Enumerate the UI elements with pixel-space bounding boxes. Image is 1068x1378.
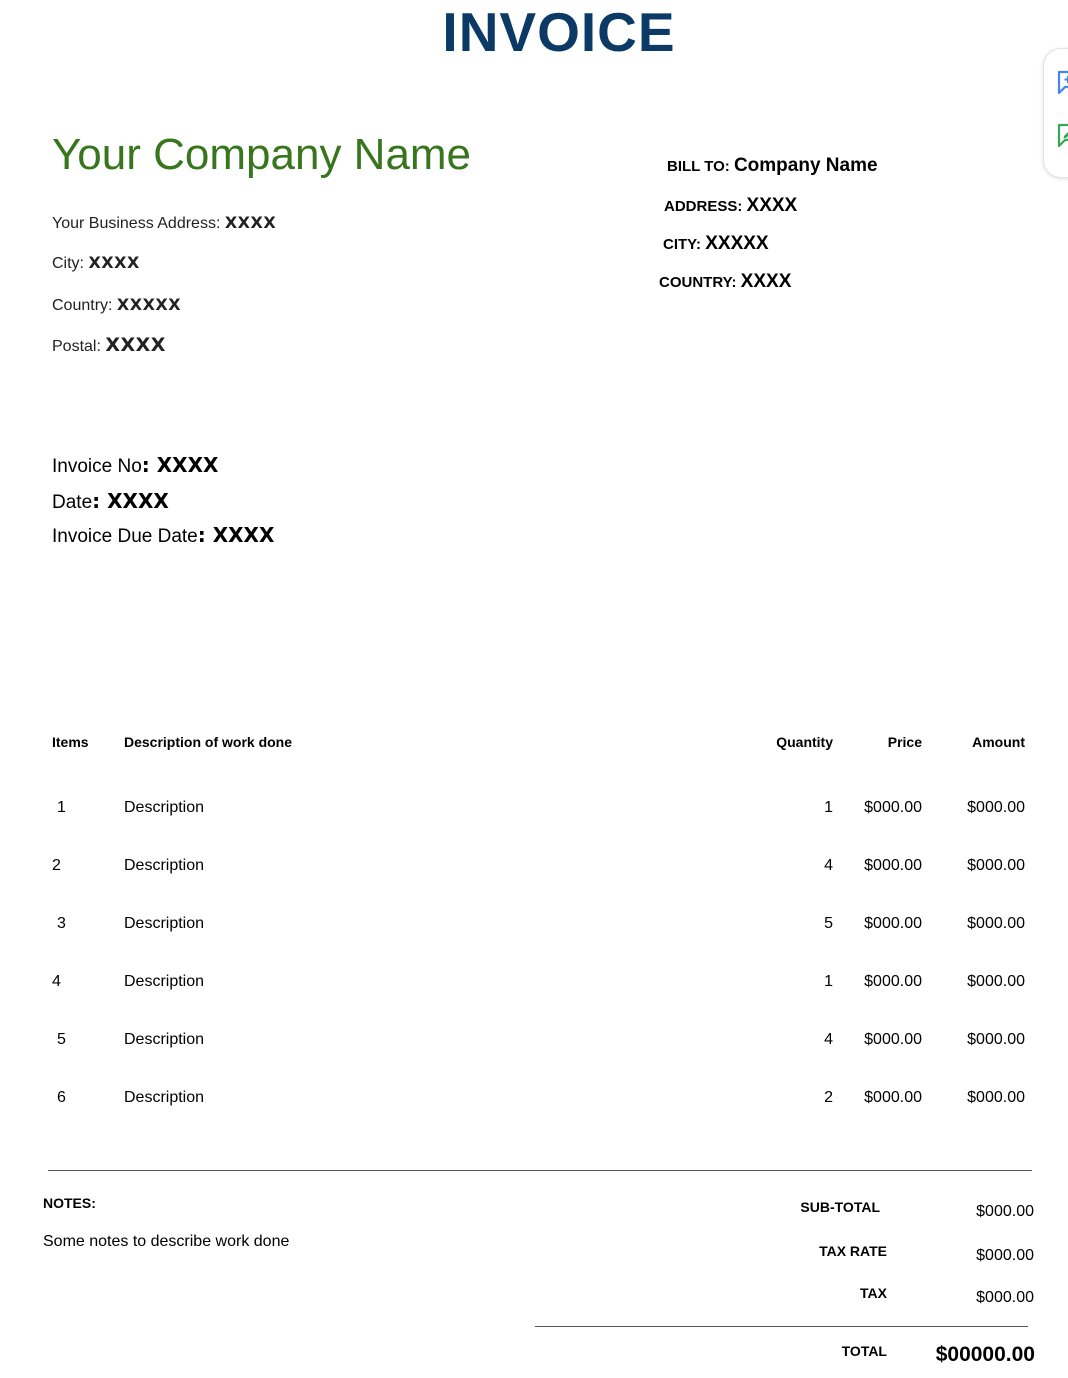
invoice-number-value: : XXXX bbox=[141, 453, 219, 477]
header-quantity: Quantity bbox=[776, 734, 833, 750]
business-postal-value: XXXX bbox=[105, 334, 166, 356]
row-2-amount: $000.00 bbox=[967, 857, 1025, 874]
row-1-quantity: 1 bbox=[824, 799, 833, 816]
invoice-due-date-label: Invoice Due Date bbox=[52, 526, 198, 547]
subtotal-label: SUB-TOTAL bbox=[800, 1199, 880, 1215]
tax-label: TAX bbox=[860, 1285, 887, 1301]
row-4-amount: $000.00 bbox=[967, 973, 1025, 990]
bill-city-value: XXXXX bbox=[705, 233, 769, 254]
row-5-description: Description bbox=[124, 1031, 205, 1048]
invoice-number bbox=[52, 453, 218, 478]
business-city-label: City: bbox=[52, 255, 89, 272]
business-country-value: XXXXX bbox=[116, 295, 182, 314]
row-5-amount: $000.00 bbox=[967, 1031, 1025, 1048]
bill-address-label: ADDRESS: bbox=[664, 198, 747, 215]
row-3-quantity: 5 bbox=[824, 915, 833, 932]
row-1-description: Description bbox=[124, 799, 205, 816]
row-3-item: 3 bbox=[57, 915, 66, 932]
row-3-price: $000.00 bbox=[864, 915, 922, 932]
row-6-item: 6 bbox=[57, 1089, 66, 1106]
row-6-price: $000.00 bbox=[864, 1089, 922, 1106]
bill-address bbox=[664, 195, 797, 217]
bill-to-label: BILL TO: bbox=[667, 158, 734, 175]
row-3-description: Description bbox=[124, 915, 205, 932]
header-description: Description of work done bbox=[124, 734, 293, 750]
bill-country bbox=[659, 271, 791, 293]
header-amount: Amount bbox=[972, 734, 1025, 750]
business-address-label: Your Business Address: bbox=[52, 215, 225, 232]
company-name: Your Company Name bbox=[52, 130, 472, 179]
row-1-amount: $000.00 bbox=[967, 799, 1025, 816]
business-city bbox=[52, 253, 140, 273]
bill-address-value: XXXX bbox=[746, 195, 798, 216]
business-postal-label: Postal: bbox=[52, 338, 106, 355]
row-6-amount: $000.00 bbox=[967, 1089, 1025, 1106]
row-2-description: Description bbox=[124, 857, 205, 874]
bill-country-value: XXXX bbox=[740, 271, 792, 292]
total-label: TOTAL bbox=[841, 1343, 887, 1359]
row-6-quantity: 2 bbox=[824, 1089, 833, 1106]
row-3-amount: $000.00 bbox=[967, 915, 1025, 932]
header-items: Items bbox=[52, 734, 89, 750]
totals-divider bbox=[535, 1326, 1028, 1327]
bill-to bbox=[667, 155, 878, 177]
row-5-price: $000.00 bbox=[864, 1031, 922, 1048]
comment-add-icon[interactable] bbox=[1056, 69, 1068, 100]
invoice-date-label: Date bbox=[52, 492, 93, 513]
invoice-date-value: : XXXX bbox=[92, 489, 169, 513]
header-price: Price bbox=[887, 734, 922, 750]
invoice-date bbox=[52, 489, 169, 514]
bill-city bbox=[663, 233, 769, 255]
row-1-price: $000.00 bbox=[864, 799, 922, 816]
business-country bbox=[52, 295, 181, 315]
row-4-description: Description bbox=[124, 973, 205, 990]
invoice-due-date-value: : XXXX bbox=[197, 523, 275, 547]
row-2-quantity: 4 bbox=[824, 857, 833, 874]
notes-label: NOTES: bbox=[43, 1195, 96, 1211]
bill-to-value: Company Name bbox=[733, 155, 878, 176]
row-2-item: 2 bbox=[52, 857, 61, 874]
tax-value: $000.00 bbox=[976, 1289, 1034, 1306]
business-address bbox=[52, 213, 276, 233]
business-address-value: XXXX bbox=[224, 213, 277, 232]
row-5-quantity: 4 bbox=[824, 1031, 833, 1048]
tax-rate-label: TAX RATE bbox=[819, 1243, 887, 1259]
table-divider bbox=[48, 1170, 1032, 1171]
business-postal bbox=[52, 334, 166, 356]
row-2-price: $000.00 bbox=[864, 857, 922, 874]
invoice-due-date bbox=[52, 523, 274, 548]
business-country-label: Country: bbox=[52, 297, 117, 314]
business-city-value: XXXX bbox=[88, 253, 140, 272]
total-value: $00000.00 bbox=[935, 1343, 1035, 1366]
suggest-edit-icon[interactable] bbox=[1056, 122, 1068, 153]
row-4-price: $000.00 bbox=[864, 973, 922, 990]
side-actions-panel bbox=[1043, 48, 1068, 178]
row-5-item: 5 bbox=[57, 1031, 66, 1048]
bill-city-label: CITY: bbox=[663, 236, 706, 253]
tax-rate-value: $000.00 bbox=[976, 1247, 1034, 1264]
row-4-item: 4 bbox=[52, 973, 61, 990]
row-1-item: 1 bbox=[57, 799, 66, 816]
bill-country-label: COUNTRY: bbox=[659, 274, 741, 291]
invoice-title: INVOICE bbox=[442, 1, 676, 63]
subtotal-value: $000.00 bbox=[976, 1203, 1034, 1220]
notes-text: Some notes to describe work done bbox=[43, 1233, 290, 1250]
row-4-quantity: 1 bbox=[824, 973, 833, 990]
row-6-description: Description bbox=[124, 1089, 205, 1106]
invoice-number-label: Invoice No bbox=[52, 456, 142, 477]
